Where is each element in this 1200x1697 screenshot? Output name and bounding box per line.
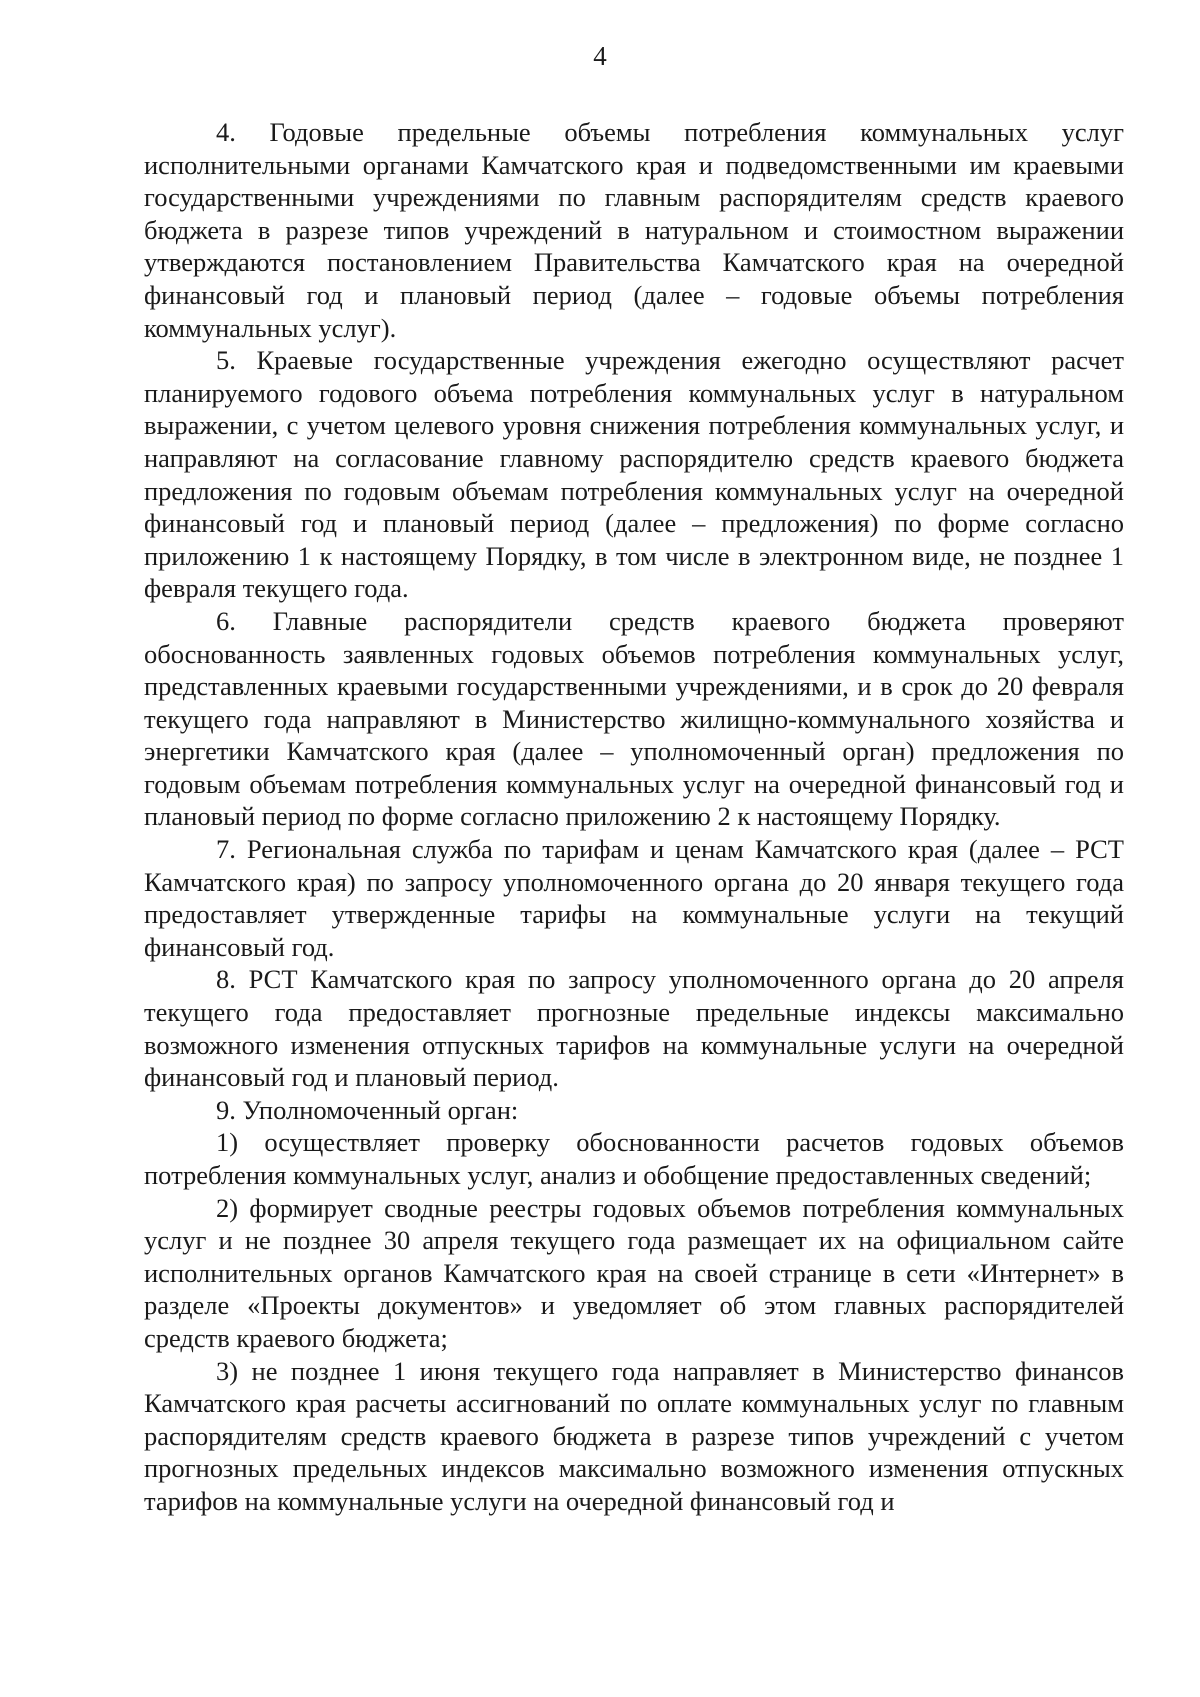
paragraph-item-7: 7. Региональная служба по тарифам и ценам Камчатского края (далее – РСТ Камчатского края) по запросу уполномоченного органа до 20 января текущего года предоставляет утвержденные тарифы на коммунальные услуги на текущий финансовый год. bbox=[144, 834, 1124, 962]
subparagraph-3: 3) не позднее 1 июня текущего года направляет в Министерство финансов Камчатского края расчеты ассигнований по оплате коммунальных услуг по главным распорядителям средств краевого бюджета в разрезе типов учреждений с учетом прогнозных предельных индексов максимально возможного изменения отпускных тарифов на коммунальные услуги на очередной финансовый год и bbox=[144, 1355, 1124, 1516]
paragraph-item-6: 6. Главные распорядители средств краевого бюджета проверяют обоснованность заявленных годовых объемов потребления коммунальных услуг, представленных краевыми государственными учреждениями, и в срок до 20 февраля текущего года направляют в Министерство жилищно-коммунального хозяйства и энергетики Камчатского края (далее – уполномоченный орган) предложения по годовым объемам потребления коммунальных услуг на очередной финансовый год и плановый период по форме согласно приложению 2 к настоящему Порядку. bbox=[144, 605, 1124, 832]
paragraph-item-4: 4. Годовые предельные объемы потребления коммунальных услуг исполнительными органами Камчатского края и подведомственными им краевыми государственными учреждениями по главным распорядителям средств краевого бюджета в разрезе типов учреждений в натуральном и стоимостном выражении утверждаются постановлением Правительства Камчатского края на очередной финансовый год и плановый период (далее – годовые объемы потребления коммунальных услуг). bbox=[144, 117, 1124, 343]
document-body bbox=[144, 116, 1124, 1518]
page-number: 4 bbox=[593, 41, 607, 71]
paragraph-item-9-heading: 9. Уполномоченный орган: bbox=[216, 1094, 519, 1125]
paragraph-item-5: 5. Краевые государственные учреждения ежегодно осуществляют расчет планируемого годового объема потребления коммунальных услуг в натуральном выражении, с учетом целевого уровня снижения потребления коммунальных услуг, и направляют на согласование главному распорядителю средств краевого бюджета предложения по годовым объемам потребления коммунальных услуг на очередной финансовый год и плановый период (далее – предложения) по форме согласно приложению 1 к настоящему Порядку, в том числе в электронном виде, не позднее 1 февраля текущего года. bbox=[144, 345, 1124, 604]
subparagraph-2: 2) формирует сводные реестры годовых объемов потребления коммунальных услуг и не позднее 30 апреля текущего года размещает их на официальном сайте исполнительных органов Камчатского края на своей странице в сети «Интернет» в разделе «Проекты документов» и уведомляет об этом главных распорядителей средств краевого бюджета; bbox=[144, 1192, 1124, 1353]
subparagraph-1: 1) осуществляет проверку обоснованности расчетов годовых объемов потребления коммунальных услуг, анализ и обобщение предоставленных сведений; bbox=[144, 1127, 1124, 1190]
paragraph-item-8: 8. РСТ Камчатского края по запросу уполномоченного органа до 20 апреля текущего года предоставляет прогнозные предельные индексы максимально возможного изменения отпускных тарифов на коммунальные услуги на очередной финансовый год и плановый период. bbox=[144, 964, 1124, 1093]
